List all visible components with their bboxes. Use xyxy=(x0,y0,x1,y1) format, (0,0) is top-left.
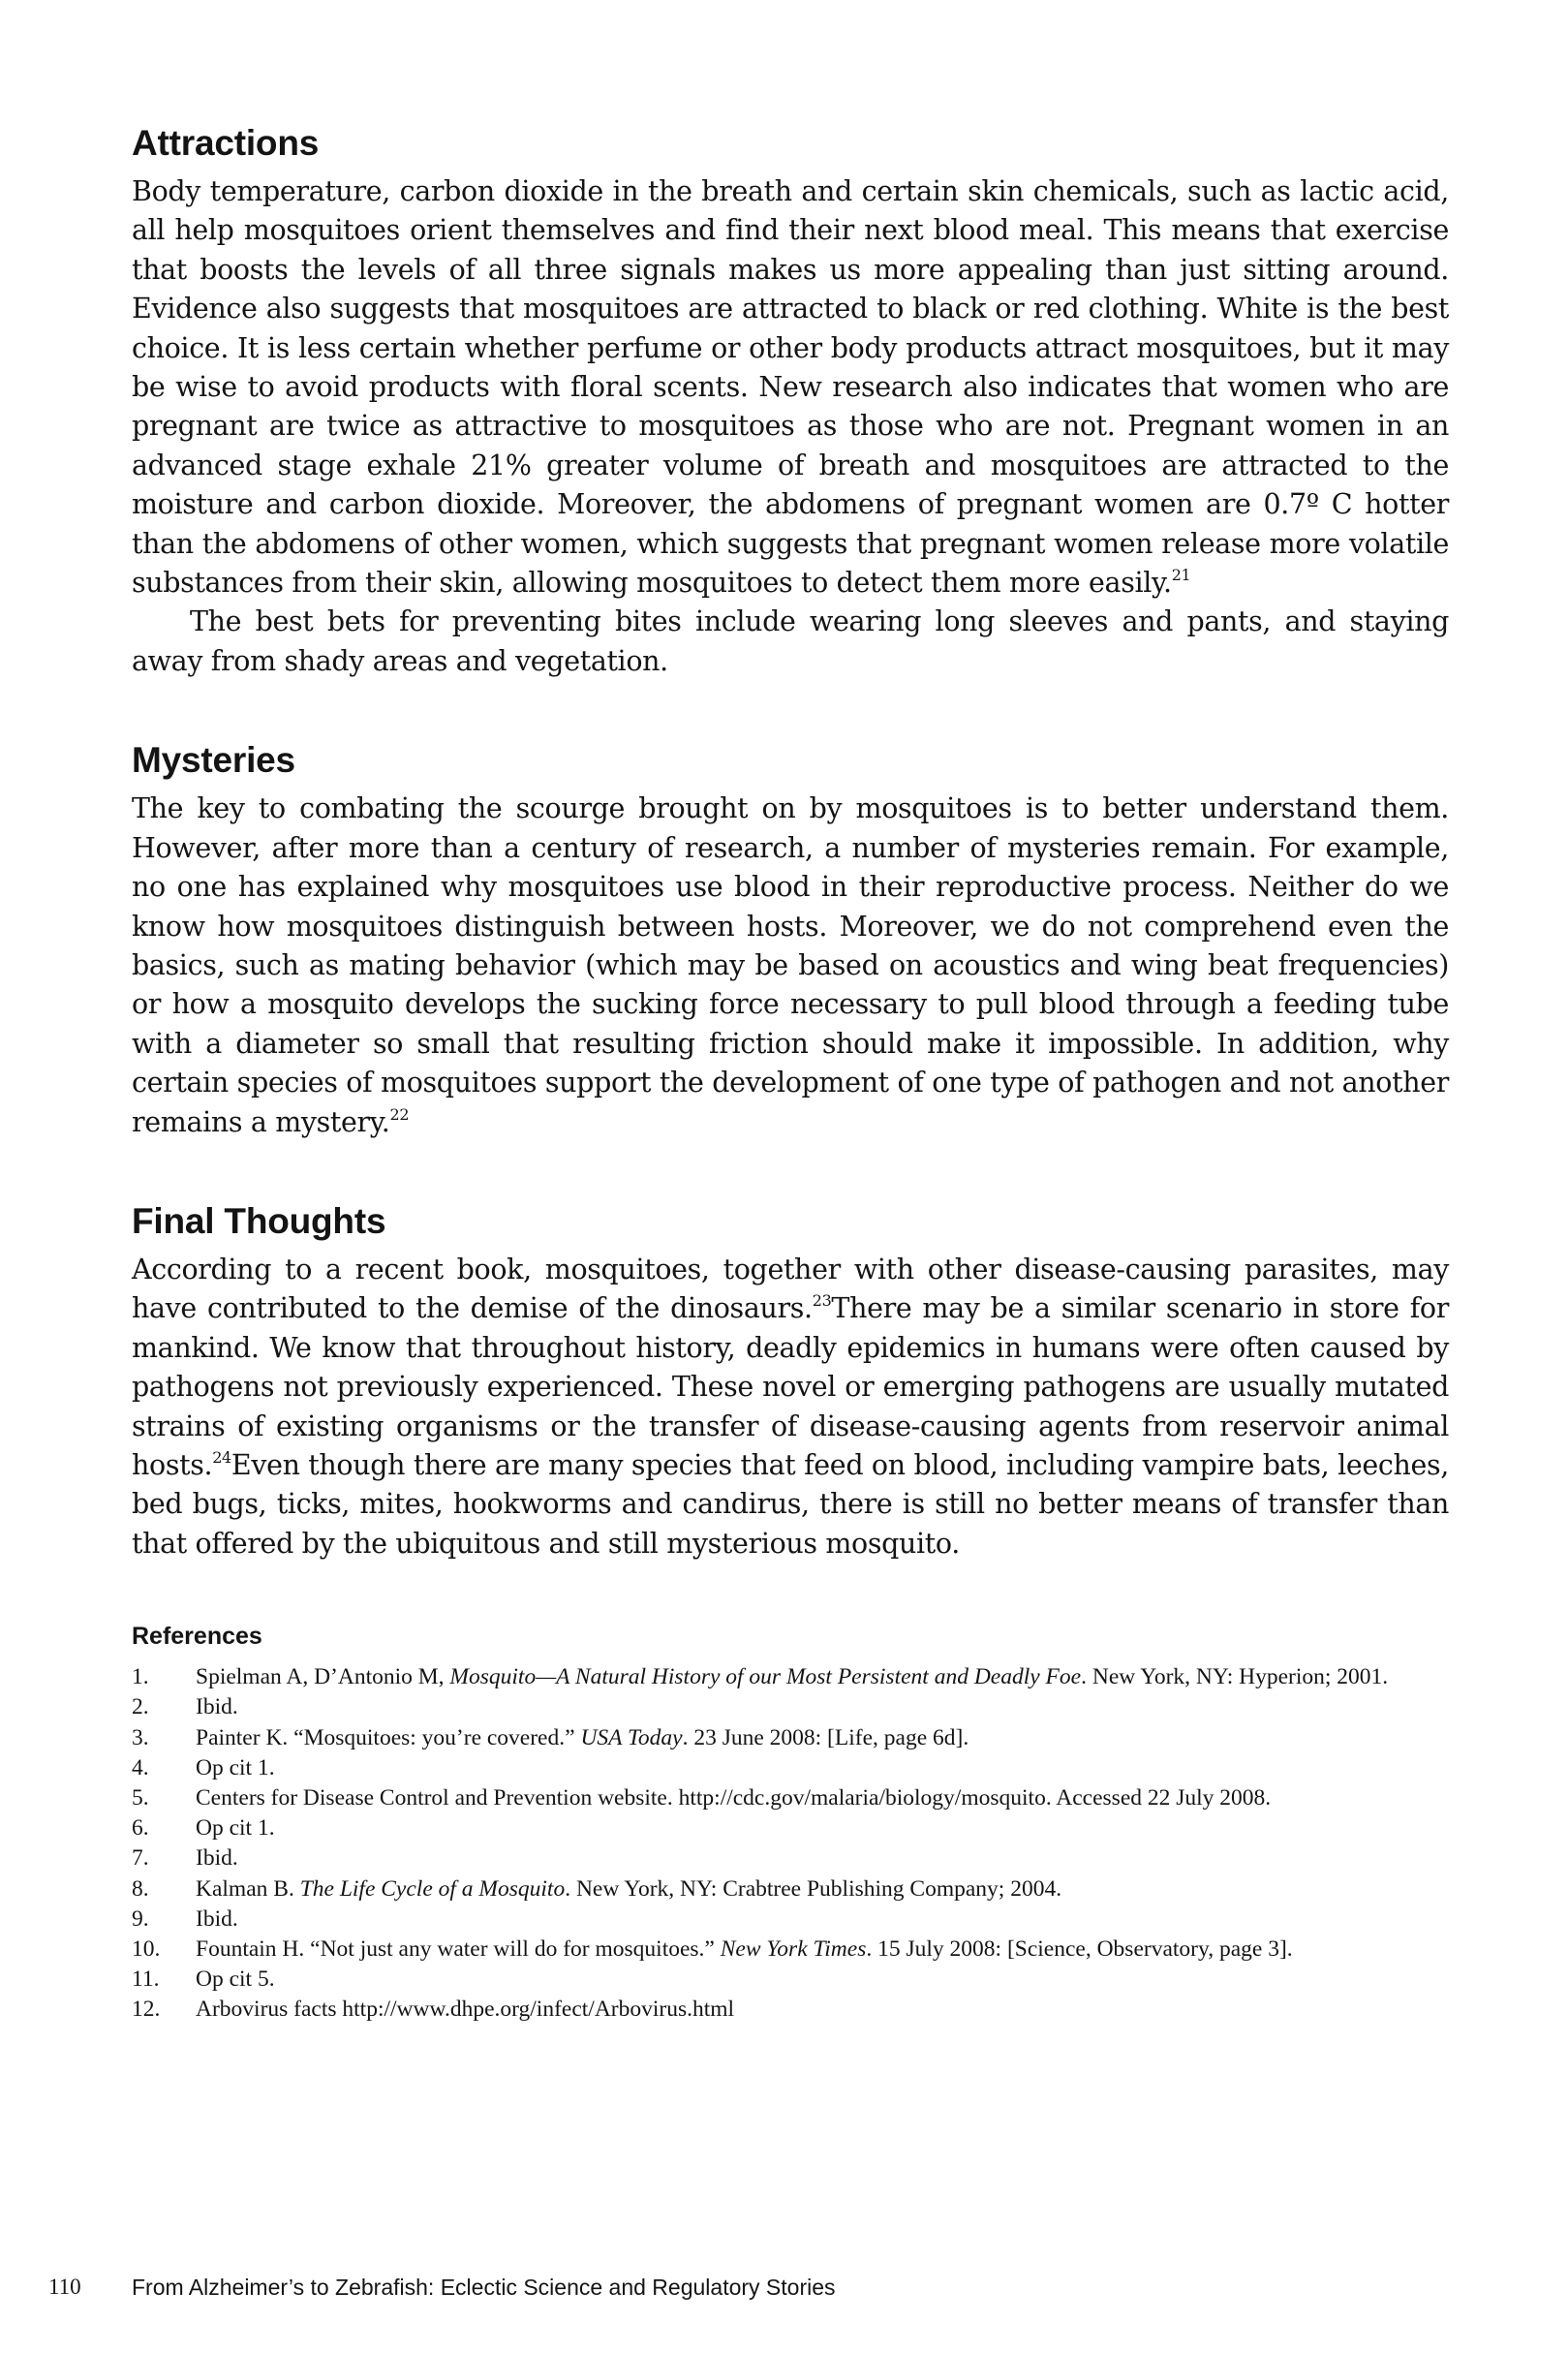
reference-item xyxy=(132,1874,1449,1904)
reference-item xyxy=(132,1662,1449,1692)
reference-number: 3. xyxy=(132,1724,149,1750)
footnote-marker: 24 xyxy=(212,1447,231,1467)
reference-title: Mosquito—A Natural History of our Most Persistent and Deadly Foe xyxy=(449,1664,1082,1690)
reference-number: 1. xyxy=(132,1664,149,1690)
paragraph-text: According to a recent book, mosquitoes, together with other disease-causing parasites, may have contributed to the demise of the dinosaurs. xyxy=(132,1253,1449,1325)
section-attractions xyxy=(132,114,1449,681)
reference-title: New York Times xyxy=(720,1936,867,1963)
reference-text: Spielman A, D’Antonio M, xyxy=(196,1664,450,1690)
reference-item xyxy=(132,1723,1449,1753)
footnote-marker: 21 xyxy=(1171,566,1191,585)
reference-text: Kalman B. xyxy=(196,1875,300,1902)
page-number: 110 xyxy=(48,2275,81,2299)
reference-item xyxy=(132,1813,1449,1843)
reference-number: 12. xyxy=(132,1997,161,2023)
reference-number: 6. xyxy=(132,1815,149,1842)
section-heading: Final Thoughts xyxy=(132,1200,386,1241)
book-title: From Alzheimer’s to Zebrafish: Eclectic Science and Regulatory Stories xyxy=(132,2275,836,2300)
references-section xyxy=(132,1620,1449,2025)
reference-number: 9. xyxy=(132,1905,149,1932)
reference-number: 8. xyxy=(132,1875,149,1902)
reference-text: Painter K. “Mosquitoes: you’re covered.” xyxy=(196,1724,581,1750)
reference-text: Op cit 1. xyxy=(196,1754,275,1780)
reference-item xyxy=(132,1995,1449,2025)
reference-text: Arbovirus facts http://www.dhpe.org/infect/Arbovirus.html xyxy=(196,1997,735,2023)
reference-number: 4. xyxy=(132,1754,149,1780)
reference-text: Ibid. xyxy=(196,1694,238,1720)
reference-text: Fountain H. “Not just any water will do for mosquitoes.” xyxy=(196,1936,721,1963)
paragraph-text: Even though there are many species that feed on blood, including vampire bats, leeches, bed bugs, ticks, mites, hookworms and candirus, there is still no better means of transfer than that offered by the ubiquitous and still mysterious mosquito. xyxy=(132,1448,1449,1560)
reference-number: 2. xyxy=(132,1694,149,1720)
reference-number: 11. xyxy=(132,1966,160,1993)
reference-text: Op cit 5. xyxy=(196,1966,275,1993)
reference-text: . New York, NY: Crabtree Publishing Company; 2004. xyxy=(565,1875,1062,1902)
reference-item xyxy=(132,1965,1449,1995)
paragraph-text: The key to combating the scourge brought on by mosquitoes is to better understand them. However, after more than a century of research, a number of mysteries remain. For example, no one has explained why mosquitoes use blood in their reproductive process. Neither do we know how mosquitoes distinguish between hosts. Moreover, we do not comprehend even the basics, such as mating behavior (which may be based on acoustics and wing beat frequencies) or how a mosquito develops the sucking force necessary to pull blood through a feeding tube with a diameter so small that resulting friction should make it impossible. In addition, why certain species of mosquitoes support the development of one type of pathogen and not another remains a mystery. xyxy=(132,792,1449,1138)
reference-text: . New York, NY: Hyperion; 2001. xyxy=(1081,1664,1389,1690)
paragraph-text: Body temperature, carbon dioxide in the breath and certain skin chemicals, such as lactic acid, all help mosquitoes orient themselves and find their next blood meal. This means that exercise that boosts the levels of all three signals makes us more appealing than just sitting around. Evidence also suggests that mosquitoes are attracted to black or red clothing. White is the best choice. It is less certain whether perfume or other body products attract mosquitoes, but it may be wise to avoid products with floral scents. New research also indicates that women who are pregnant are twice as attractive to mosquitoes as those who are not. Pregnant women in an advanced stage exhale 21% greater volume of breath and mosquitoes are attracted to the moisture and carbon dioxide. Moreover, the abdomens of pregnant women are 0.7º C hotter than the abdomens of other women, which suggests that pregnant women release more volatile substances from their skin, allowing mosquitoes to detect them more easily. xyxy=(132,175,1449,600)
section-mysteries xyxy=(132,731,1449,1142)
reference-text: Centers for Disease Control and Prevention website. http://cdc.gov/malaria/biology/mosquito. Accessed 22 July 2008. xyxy=(196,1785,1272,1811)
paragraph xyxy=(132,1251,1449,1564)
paragraph xyxy=(132,172,1449,603)
references-list xyxy=(132,1662,1449,2025)
reference-text: Ibid. xyxy=(196,1845,238,1872)
paragraph-text: There may be a similar scenario in store for mankind. We know that throughout history, deadly epidemics in humans were often caused by pathogens not previously experienced. These novel or emerging pathogens are usually mutated strains of existing organisms or the transfer of disease-causing agents from reservoir animal hosts. xyxy=(132,1292,1449,1481)
reference-item xyxy=(132,1843,1449,1873)
references-heading: References xyxy=(132,1623,262,1651)
reference-text: . 23 June 2008: [Life, page 6d]. xyxy=(682,1724,969,1750)
page-content xyxy=(132,114,1449,2026)
footnote-marker: 23 xyxy=(812,1291,832,1311)
reference-item xyxy=(132,1904,1449,1935)
section-heading: Attractions xyxy=(132,123,320,163)
reference-text: . 15 July 2008: [Science, Observatory, page 3]. xyxy=(866,1936,1293,1963)
reference-number: 7. xyxy=(132,1845,149,1872)
reference-item xyxy=(132,1783,1449,1813)
section-heading: Mysteries xyxy=(132,740,295,781)
reference-number: 10. xyxy=(132,1936,161,1963)
reference-item xyxy=(132,1692,1449,1722)
reference-item xyxy=(132,1753,1449,1783)
section-final-thoughts xyxy=(132,1192,1449,1564)
reference-number: 5. xyxy=(132,1785,149,1811)
reference-text: Op cit 1. xyxy=(196,1815,275,1842)
paragraph: The best bets for preventing bites include wearing long sleeves and pants, and staying away from shady areas and vegetation. xyxy=(132,605,1449,677)
reference-text: Ibid. xyxy=(196,1905,238,1932)
paragraph xyxy=(132,789,1449,1142)
reference-title: The Life Cycle of a Mosquito xyxy=(299,1875,566,1902)
reference-title: USA Today xyxy=(580,1724,683,1750)
footnote-marker: 22 xyxy=(389,1104,410,1124)
reference-item xyxy=(132,1935,1449,1965)
